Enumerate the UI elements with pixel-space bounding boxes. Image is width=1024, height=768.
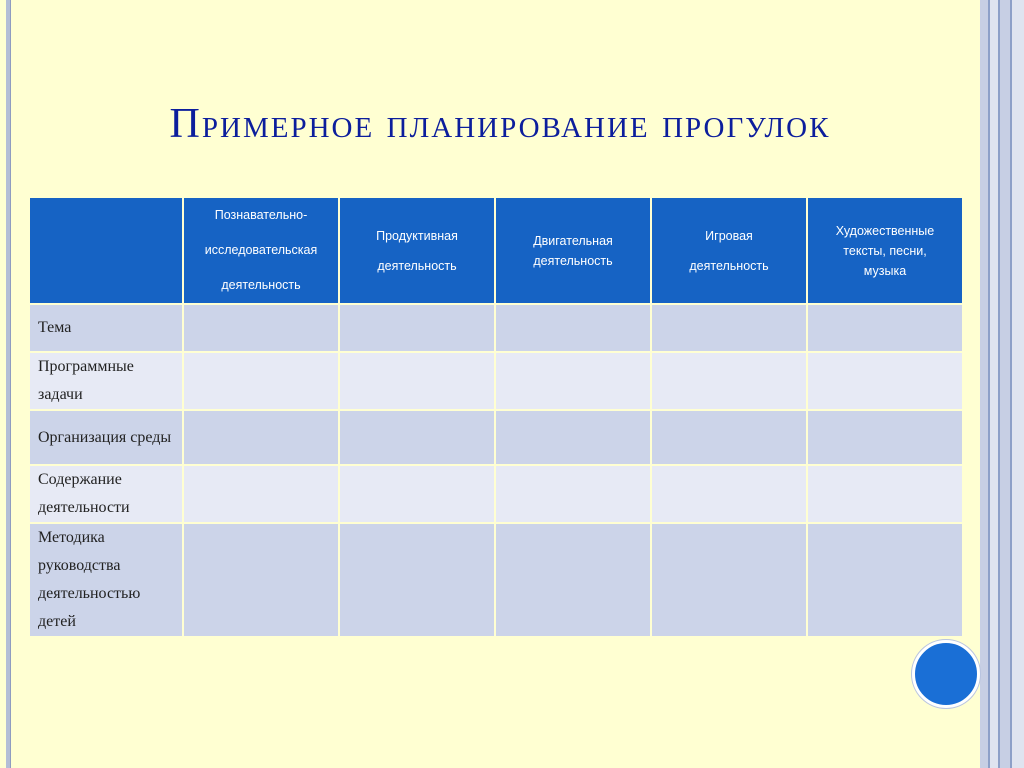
table-cell[interactable] <box>652 411 806 464</box>
table-row <box>30 466 962 522</box>
table-cell[interactable] <box>496 305 650 351</box>
table-row <box>30 524 962 636</box>
row-label: Организация среды <box>30 411 182 464</box>
header-cell-game: Игровая деятельность <box>652 198 806 303</box>
table-cell[interactable] <box>184 524 338 636</box>
table-cell[interactable] <box>808 353 962 409</box>
table-cell[interactable] <box>652 305 806 351</box>
table-cell[interactable] <box>652 466 806 522</box>
table-cell[interactable] <box>808 466 962 522</box>
table-cell[interactable] <box>808 305 962 351</box>
planning-table <box>28 196 964 638</box>
table-cell[interactable] <box>496 353 650 409</box>
header-cell-artistic: Художественные тексты, песни, музыка <box>808 198 962 303</box>
row-label: Содержание деятельности <box>30 466 182 522</box>
table-cell[interactable] <box>652 353 806 409</box>
table-cell[interactable] <box>184 411 338 464</box>
table-header-row <box>30 198 962 303</box>
row-label: Методика руководства деятельностью детей <box>30 524 182 636</box>
header-cell-empty <box>30 198 182 303</box>
table-cell[interactable] <box>496 411 650 464</box>
table-cell[interactable] <box>496 466 650 522</box>
table-row <box>30 353 962 409</box>
table-row <box>30 411 962 464</box>
header-cell-productive: Продуктивная деятельность <box>340 198 494 303</box>
header-cell-cognitive: Познавательно- исследовательская деятельность <box>184 198 338 303</box>
slide-title: Примерное планирование прогулок <box>169 101 831 147</box>
table-cell[interactable] <box>808 411 962 464</box>
row-label: Программные задачи <box>30 353 182 409</box>
table-cell[interactable] <box>184 353 338 409</box>
table-cell[interactable] <box>340 524 494 636</box>
table-cell[interactable] <box>496 524 650 636</box>
table-cell[interactable] <box>652 524 806 636</box>
table-cell[interactable] <box>808 524 962 636</box>
table-cell[interactable] <box>340 305 494 351</box>
table-cell[interactable] <box>184 466 338 522</box>
circle-button-icon[interactable] <box>912 640 980 708</box>
table-cell[interactable] <box>184 305 338 351</box>
header-cell-motor: Двигательная деятельность <box>496 198 650 303</box>
table-cell[interactable] <box>340 411 494 464</box>
table-row <box>30 305 962 351</box>
table-cell[interactable] <box>340 353 494 409</box>
table-cell[interactable] <box>340 466 494 522</box>
row-label: Тема <box>30 305 182 351</box>
